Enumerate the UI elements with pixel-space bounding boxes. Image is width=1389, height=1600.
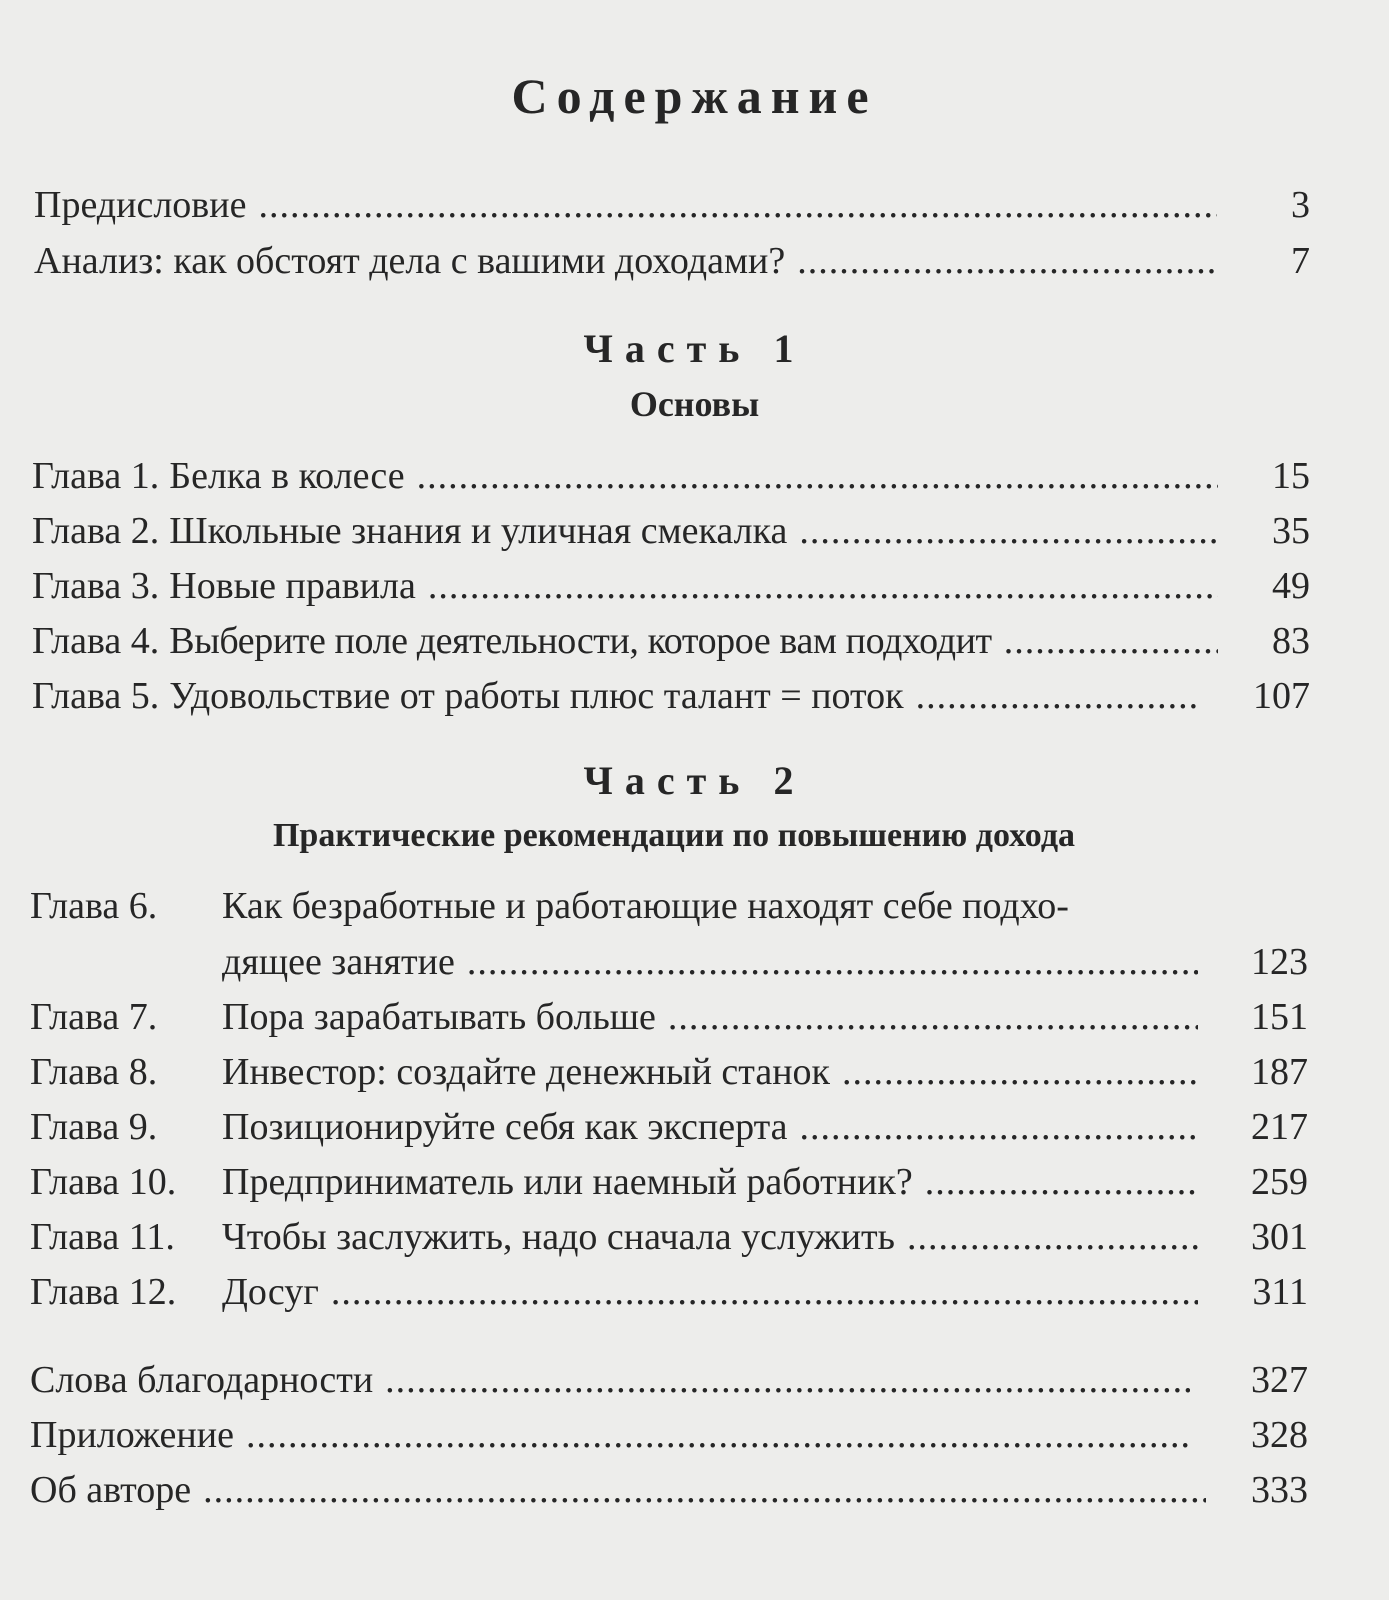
chapter-label: Глава 2.: [32, 510, 160, 552]
chapter-label: Глава 11.: [30, 1216, 175, 1258]
entry-page: 151: [1251, 996, 1308, 1038]
leader-dots: [668, 992, 1198, 1042]
chapter-label: Глава 10.: [30, 1161, 177, 1203]
entry-page: 123: [1251, 941, 1308, 983]
chapter-label: Глава 4.: [32, 620, 160, 662]
toc-entry-chapter-5[interactable]: [32, 671, 1310, 721]
part-1-label: Часть 1: [583, 326, 806, 371]
toc-entry-chapter-8[interactable]: [30, 1047, 1308, 1097]
chapter-label: Глава 9.: [30, 1106, 158, 1148]
entry-title: Школьные знания и уличная смекалка: [169, 510, 788, 552]
leader-dots: [331, 1267, 1198, 1317]
entry-title-continued: дящее занятие: [222, 941, 455, 983]
entry-title: Досуг: [222, 1271, 319, 1313]
entry-title: Анализ: как обстоят дела с вашими доходами?: [34, 240, 786, 282]
entry-page: 107: [1253, 675, 1310, 717]
chapter-label: Глава 1.: [32, 455, 160, 497]
chapter-label: Глава 3.: [32, 565, 160, 607]
page-title: Содержание: [511, 68, 878, 124]
chapter-label: Глава 6.: [30, 885, 158, 927]
entry-title: Удовольствие от работы плюс талант = поток: [169, 675, 904, 717]
toc-entry-chapter-4[interactable]: [32, 616, 1310, 666]
leader-dots: [842, 1047, 1198, 1097]
part-2-label: Часть 2: [583, 758, 806, 803]
toc-entry-analysis[interactable]: [34, 236, 1310, 286]
entry-title: Новые правила: [169, 565, 416, 607]
entry-page: 327: [1251, 1359, 1308, 1401]
chapter-label: Глава 7.: [30, 996, 158, 1038]
toc-entry-chapter-6-line-1[interactable]: [30, 881, 1200, 931]
entry-title: Об авторе: [30, 1469, 192, 1511]
chapter-label: Глава 5.: [32, 675, 160, 717]
entry-title: Позиционируйте себя как эксперта: [222, 1106, 788, 1148]
toc-entry-chapter-12[interactable]: [30, 1267, 1308, 1317]
entry-title: Предисловие: [34, 184, 247, 226]
entry-page: 217: [1251, 1106, 1308, 1148]
entry-page: 49: [1272, 565, 1310, 607]
entry-page: 7: [1291, 240, 1310, 282]
leader-dots: [1004, 616, 1218, 666]
toc-entry-chapter-9[interactable]: [30, 1102, 1308, 1152]
leader-dots: [258, 180, 1217, 230]
entry-title: Чтобы заслужить, надо сначала услужить: [222, 1216, 895, 1258]
entry-page: 301: [1251, 1216, 1308, 1258]
toc-entry-chapter-3[interactable]: [32, 561, 1310, 611]
entry-page: 333: [1251, 1469, 1308, 1511]
toc-entry-chapter-2[interactable]: [32, 506, 1310, 556]
entry-title: Выберите поле деятельности, которое вам подходит: [169, 620, 992, 662]
leader-dots: [428, 561, 1218, 611]
leader-dots: [467, 937, 1198, 987]
entry-page: 35: [1272, 510, 1310, 552]
entry-page: 15: [1272, 455, 1310, 497]
leader-dots: [800, 1102, 1198, 1152]
leader-dots: [385, 1355, 1190, 1405]
chapter-label: Глава 12.: [30, 1271, 177, 1313]
entry-title: Белка в колесе: [169, 455, 405, 497]
leader-dots: [799, 506, 1218, 556]
toc-entry-preface[interactable]: [34, 180, 1310, 230]
entry-page: 259: [1251, 1161, 1308, 1203]
toc-entry-chapter-6[interactable]: [222, 937, 1308, 987]
chapter-label: Глава 8.: [30, 1051, 158, 1093]
entry-title: Предприниматель или наемный работник?: [222, 1161, 913, 1203]
toc-entry-chapter-10[interactable]: [30, 1157, 1308, 1207]
leader-dots: [246, 1410, 1190, 1460]
leader-dots: [907, 1212, 1198, 1262]
entry-page: 3: [1291, 184, 1310, 226]
leader-dots: [916, 671, 1200, 721]
toc-entry-chapter-1[interactable]: [32, 451, 1310, 501]
entry-title: Пора зарабатывать больше: [222, 996, 656, 1038]
entry-page: 328: [1251, 1414, 1308, 1456]
entry-title: Приложение: [30, 1414, 234, 1456]
part-1-name: Основы: [629, 384, 760, 424]
entry-title: Слова благодарности: [30, 1359, 374, 1401]
leader-dots: [797, 236, 1217, 286]
entry-title: Инвестор: создайте денежный станок: [222, 1051, 830, 1093]
entry-page: 311: [1252, 1271, 1308, 1313]
toc-entry-appendix[interactable]: [30, 1410, 1308, 1460]
toc-entry-acknowledgements[interactable]: [30, 1355, 1308, 1405]
leader-dots: [203, 1465, 1206, 1515]
entry-page: 187: [1251, 1051, 1308, 1093]
entry-page: 83: [1272, 620, 1310, 662]
part-2-name: Практические рекомендации по повышению дохода: [272, 817, 1076, 854]
leader-dots: [925, 1157, 1198, 1207]
leader-dots: [417, 451, 1218, 501]
toc-entry-chapter-7[interactable]: [30, 992, 1308, 1042]
entry-title: Как безработные и работающие находят себе подхо-: [222, 885, 1069, 927]
toc-entry-chapter-11[interactable]: [30, 1212, 1308, 1262]
toc-entry-about-author[interactable]: [30, 1465, 1308, 1515]
